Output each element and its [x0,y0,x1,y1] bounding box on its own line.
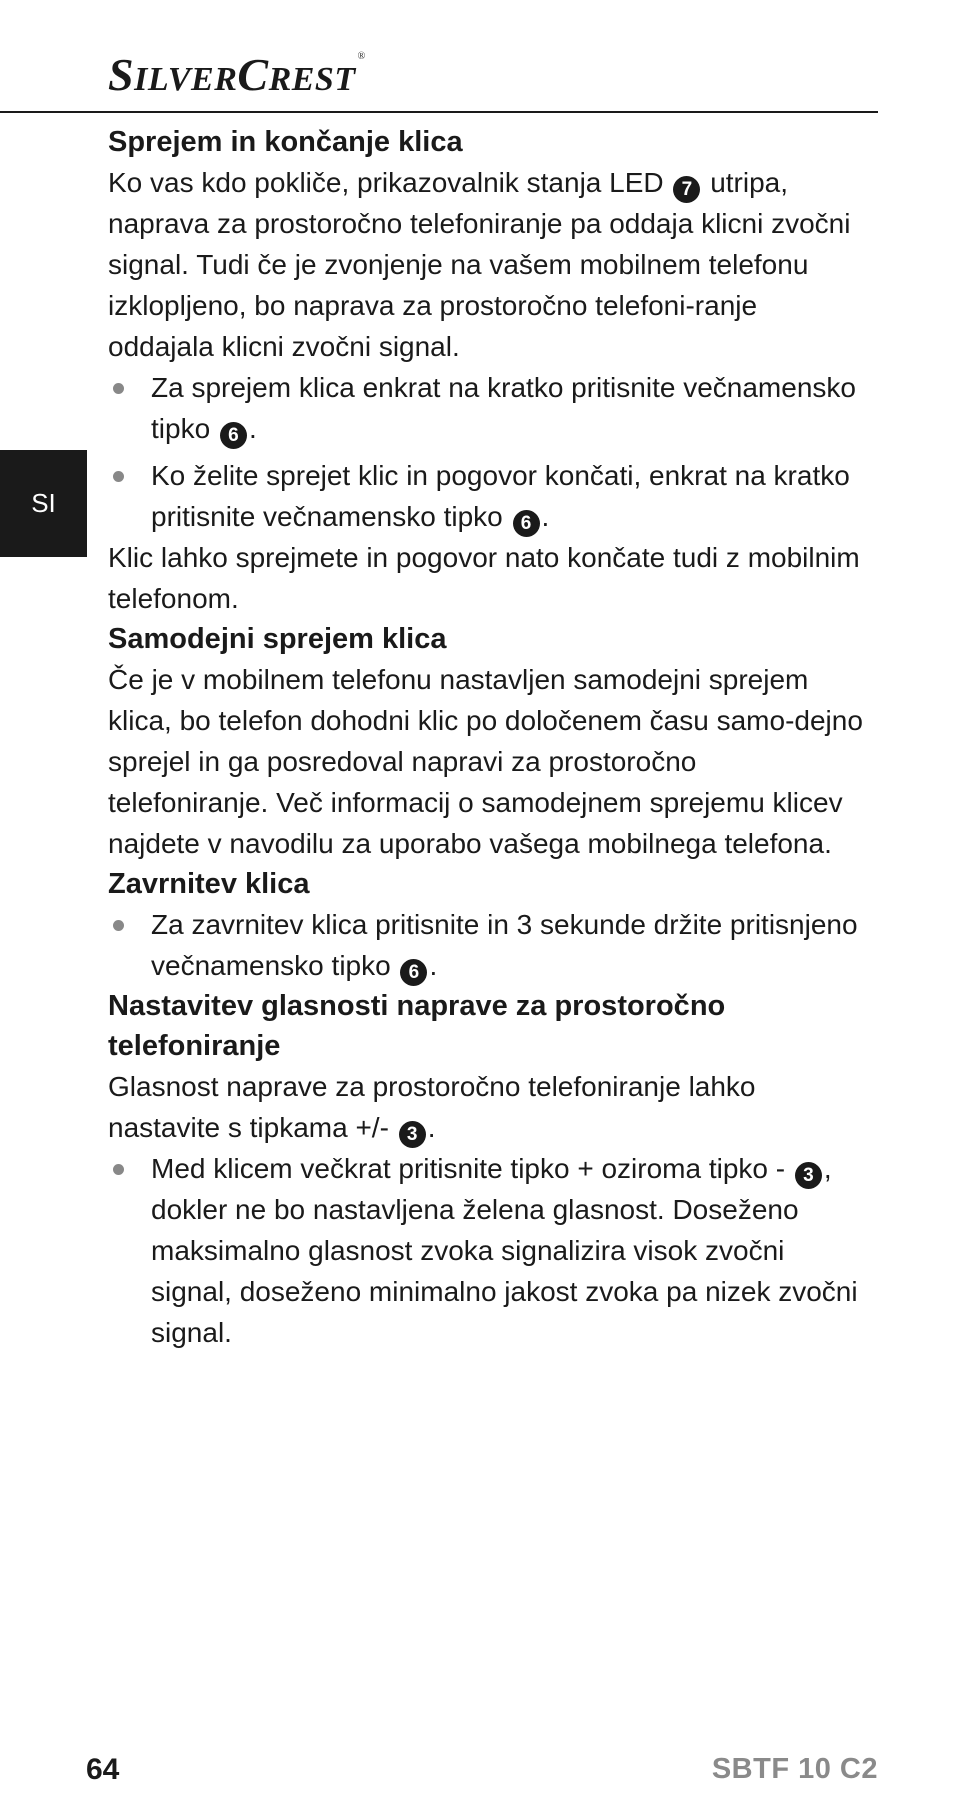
paragraph-answer-outro: Klic lahko sprejmete in pogovor nato končate tudi z mobilnim telefonom. [108,542,860,614]
model-number: SBTF 10 C2 [711,1753,878,1785]
language-tab: SI [0,450,87,557]
number-3-icon: 3 [795,1162,822,1189]
number-7-icon: 7 [673,176,700,203]
bullet-list-reject [108,904,863,986]
bullet-list-volume [108,1148,863,1353]
silvercrest-logo: SILVERCREST® [108,49,366,100]
list-item: Za sprejem klica enkrat na kratko pritisnite večnamensko tipko 6 . [108,367,863,449]
number-3-icon: 3 [399,1121,426,1148]
section-heading-volume: Nastavitev glasnosti naprave za prostoročno telefoniranje [108,990,726,1062]
paragraph-volume-intro: Glasnost naprave za prostoročno telefoniranje lahko nastavite s tipkama +/- 3 . [108,1066,863,1148]
bullet-icon [113,471,124,482]
bullet-list-answer [108,367,863,537]
page-content [108,122,863,1353]
bullet-icon [113,1164,124,1175]
paragraph-answer-intro: Ko vas kdo pokliče, prikazovalnik stanja LED 7 utripa, naprava za prostoročno telefoniranje pa oddaja klicni zvočni signal. Tudi če je zvonjenje na vašem mobilnem telefonu izklopljeno, bo naprava za prostoročno telefoni-ranje oddajala klicni zvočni signal. [108,167,851,362]
section-heading-reject: Zavrnitev klica [108,868,310,900]
list-item: Med klicem večkrat pritisnite tipko + oziroma tipko - 3 , dokler ne bo nastavljena želena glasnost. Doseženo maksimalno glasnost zvoka signalizira visok zvočni signal, doseženo minimalno jakost zvoka pa nizek zvočni signal. [108,1148,863,1353]
number-6-icon: 6 [513,510,540,537]
bullet-icon [113,383,124,394]
header-divider [0,111,878,113]
paragraph-auto-answer: Če je v mobilnem telefonu nastavljen samodejni sprejem klica, bo telefon dohodni klic po določenem času samo-dejno sprejel in ga posredoval napravi za prostoročno telefoniranje. Več informacij o samodejnem sprejemu klicev najdete v navodilu za uporabo vašega mobilnega telefona. [108,664,863,859]
page-number: 64 [86,1753,120,1786]
list-item: Ko želite sprejet klic in pogovor končati, enkrat na kratko pritisnite večnamensko tipko 6 . [108,455,863,537]
section-heading-answer: Sprejem in končanje klica [108,126,463,158]
list-item: Za zavrnitev klica pritisnite in 3 sekunde držite pritisnjeno večnamensko tipko 6 . [108,904,863,986]
section-heading-auto-answer: Samodejni sprejem klica [108,623,447,655]
number-6-icon: 6 [400,959,427,986]
bullet-icon [113,920,124,931]
number-6-icon: 6 [220,422,247,449]
